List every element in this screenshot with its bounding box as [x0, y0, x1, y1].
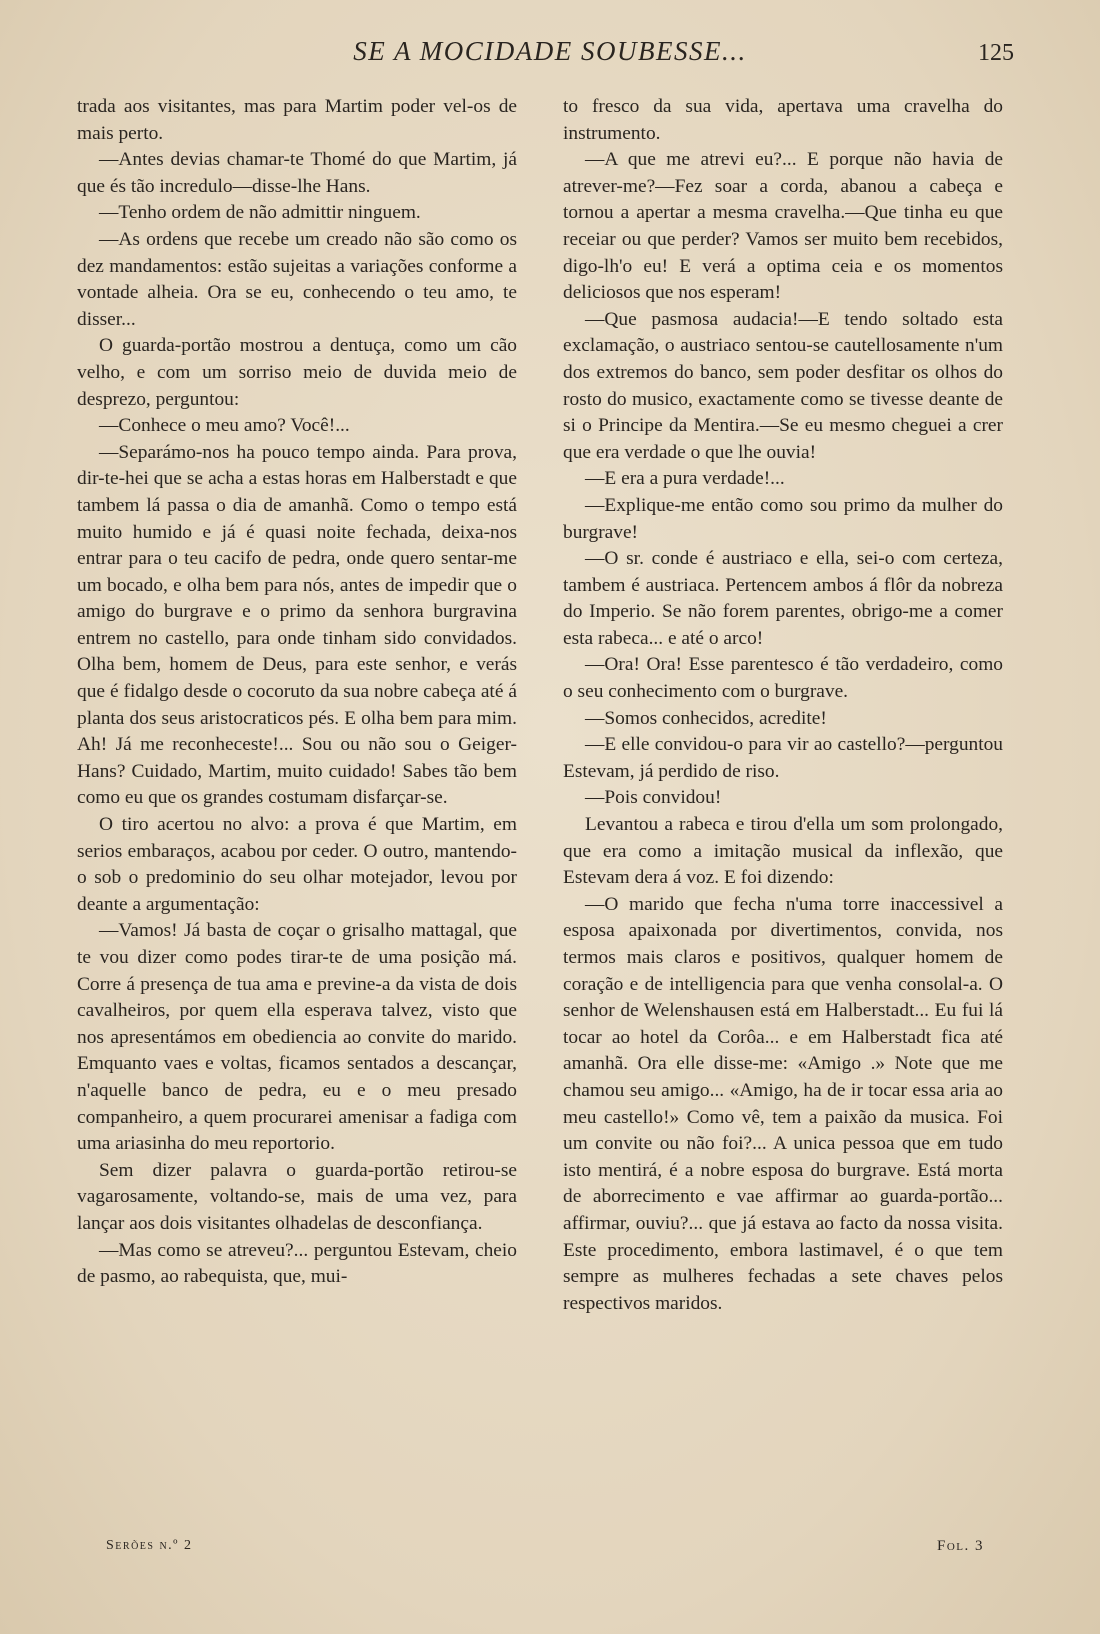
paragraph: Sem dizer palavra o guarda-portão retirou-se vagarosamente, voltando-se, mais de uma vez, para lançar aos dois visitantes olhadelas de desconfiança. [77, 1159, 517, 1234]
paragraph: —O marido que fecha n'uma torre inaccessivel a esposa apaixonada por divertimentos, convida, nos termos mais claros e positivos, qualquer homem de coração e de intelligencia para que venha consolal-a. O senhor de Welenshausen está em Halberstadt... Eu fui lá tocar ao hotel da Corôa... e em Halberstadt fica até amanhã. Ora elle disse-me: «Amigo .» Note que me chamou seu amigo... «Amigo, ha de ir tocar essa aria ao meu castello!» Como vê, tem a paixão da musica. Foi um convite ou não foi?... A unica pessoa que em tudo isto mentirá, é a nobre esposa do burgrave. Está morta de aborrecimento e vae affirmar ao guarda-portão... affirmar, ouviu?... que já estava ao facto da nossa visita. Este procedimento, embora lastimavel, é o que tem sempre as mulheres fechadas a sete chaves pelos respectivos maridos. [563, 893, 1003, 1314]
signature-mark: Serões n.º 2 [106, 1538, 193, 1553]
paragraph: —A que me atrevi eu?... E porque não havia de atrever-me?—Fez soar a corda, abanou a cabeça e tornou a apertar a mesma cravelha.—Que tinha eu que receiar ou que perder? Vamos ser muito bem recebidos, digo-lh'o eu! E verá a optima ceia e os momentos deliciosos que nos esperam! [563, 149, 1003, 304]
paragraph: to fresco da sua vida, apertava uma cravelha do instrumento. [563, 96, 1003, 144]
running-header [0, 36, 1100, 76]
paragraph: —E era a pura verdade!... [585, 468, 785, 490]
paragraph: —Tenho ordem de não admittir ninguem. [99, 202, 421, 224]
paragraph: —Explique-me então como sou primo da mulher do burgrave! [563, 494, 1003, 543]
page-number: 125 [978, 40, 1014, 66]
left-column [77, 94, 517, 1291]
paragraph: —Mas como se atreveu?... perguntou Estevam, cheio de pasmo, ao rabequista, que, mui- [77, 1239, 517, 1288]
right-column [563, 94, 1003, 1317]
paragraph: —Vamos! Já basta de coçar o grisalho mattagal, que te vou dizer como podes tirar-te de uma posição má. Corre á presença de tua ama e previne-a da vista de dois cavalheiros, por quem ella esperava talvez, visto que nos apresentámos em obediencia ao convite do marido. Emquanto vaes e voltas, ficamos sentados a descançar, n'aquelle banco de pedra, eu e o meu presado companheiro, a quem procurarei amenisar a fadiga com uma ariasinha do meu reportorio. [77, 920, 517, 1155]
paragraph: —Antes devias chamar-te Thomé do que Martim, já que és tão incredulo—disse-lhe Hans. [77, 149, 517, 197]
paragraph: Levantou a rabeca e tirou d'ella um som prolongado, que era como a imitação musical da inflexão, que Estevam dera á voz. E foi dizendo: [563, 814, 1003, 889]
paragraph: trada aos visitantes, mas para Martim poder vel-os de mais perto. [77, 96, 517, 144]
paragraph: —Que pasmosa audacia!—E tendo soltado esta exclamação, o austriaco sentou-se cautellosamente n'um dos extremos do banco, sem poder desfitar os olhos do rosto do musico, exactamente como se tivesse deante de si o Principe da Mentira.—Se eu mesmo cheguei a crer que era verdade o que lhe ouvia! [563, 308, 1003, 463]
paragraph: —Conhece o meu amo? Você!... [99, 415, 350, 437]
paragraph: —Somos conhecidos, acredite! [585, 707, 827, 729]
folio-mark: Fol. 3 [936, 1538, 984, 1554]
paragraph: O guarda-portão mostrou a dentuça, como um cão velho, e com um sorriso meio de duvida meio de desprezo, perguntou: [77, 335, 517, 410]
paragraph: O tiro acertou no alvo: a prova é que Martim, em serios embaraços, acabou por ceder. O outro, mantendo-o sob o predominio do seu olhar motejador, levou por deante a argumentação: [77, 814, 517, 915]
paragraph: —Separámo-nos ha pouco tempo ainda. Para prova, dir-te-hei que se acha a estas horas em Halberstadt e que tambem lá passa o dia de amanhã. Como o tempo está muito humido e já é quasi noite fechada, deixa-nos entrar para o teu cacifo de pedra, onde quero sentar-me um bocado, e olha bem para nós, antes de impedir que o amigo do burgrave e o primo da senhora burgravina entrem no castello, para onde tinham sido convidados. Olha bem, homem de Deus, para este senhor, e verás que é fidalgo desde o cocoruto da sua nobre cabeça até á planta dos seus aristocraticos pés. E olha bem para mim. Ah! Já me reconheceste!... Sou ou não sou o Geiger-Hans? Cuidado, Martim, muito cuidado! Sabes tão bem como eu que os grandes costumam disfarçar-se. [77, 441, 517, 809]
paragraph: —Pois convidou! [585, 787, 722, 809]
paragraph: —As ordens que recebe um creado não são como os dez mandamentos: estão sujeitas a variações conforme a vontade alheia. Ora se eu, conhecendo o teu amo, te disser... [77, 228, 517, 330]
paragraph: —Ora! Ora! Esse parentesco é tão verdadeiro, como o seu conhecimento com o burgrave. [563, 654, 1003, 703]
running-title: SE A MOCIDADE SOUBESSE... [353, 36, 747, 66]
paragraph: —O sr. conde é austriaco e ella, sei-o com certeza, tambem é austriaca. Pertencem ambos á flôr da nobreza do Imperio. Se não forem parentes, obrigo-me a comer esta rabeca... e até o arco! [563, 548, 1003, 649]
page-footer [0, 1538, 1100, 1562]
paragraph: —E elle convidou-o para vir ao castello?—perguntou Estevam, já perdido de riso. [563, 734, 1003, 782]
